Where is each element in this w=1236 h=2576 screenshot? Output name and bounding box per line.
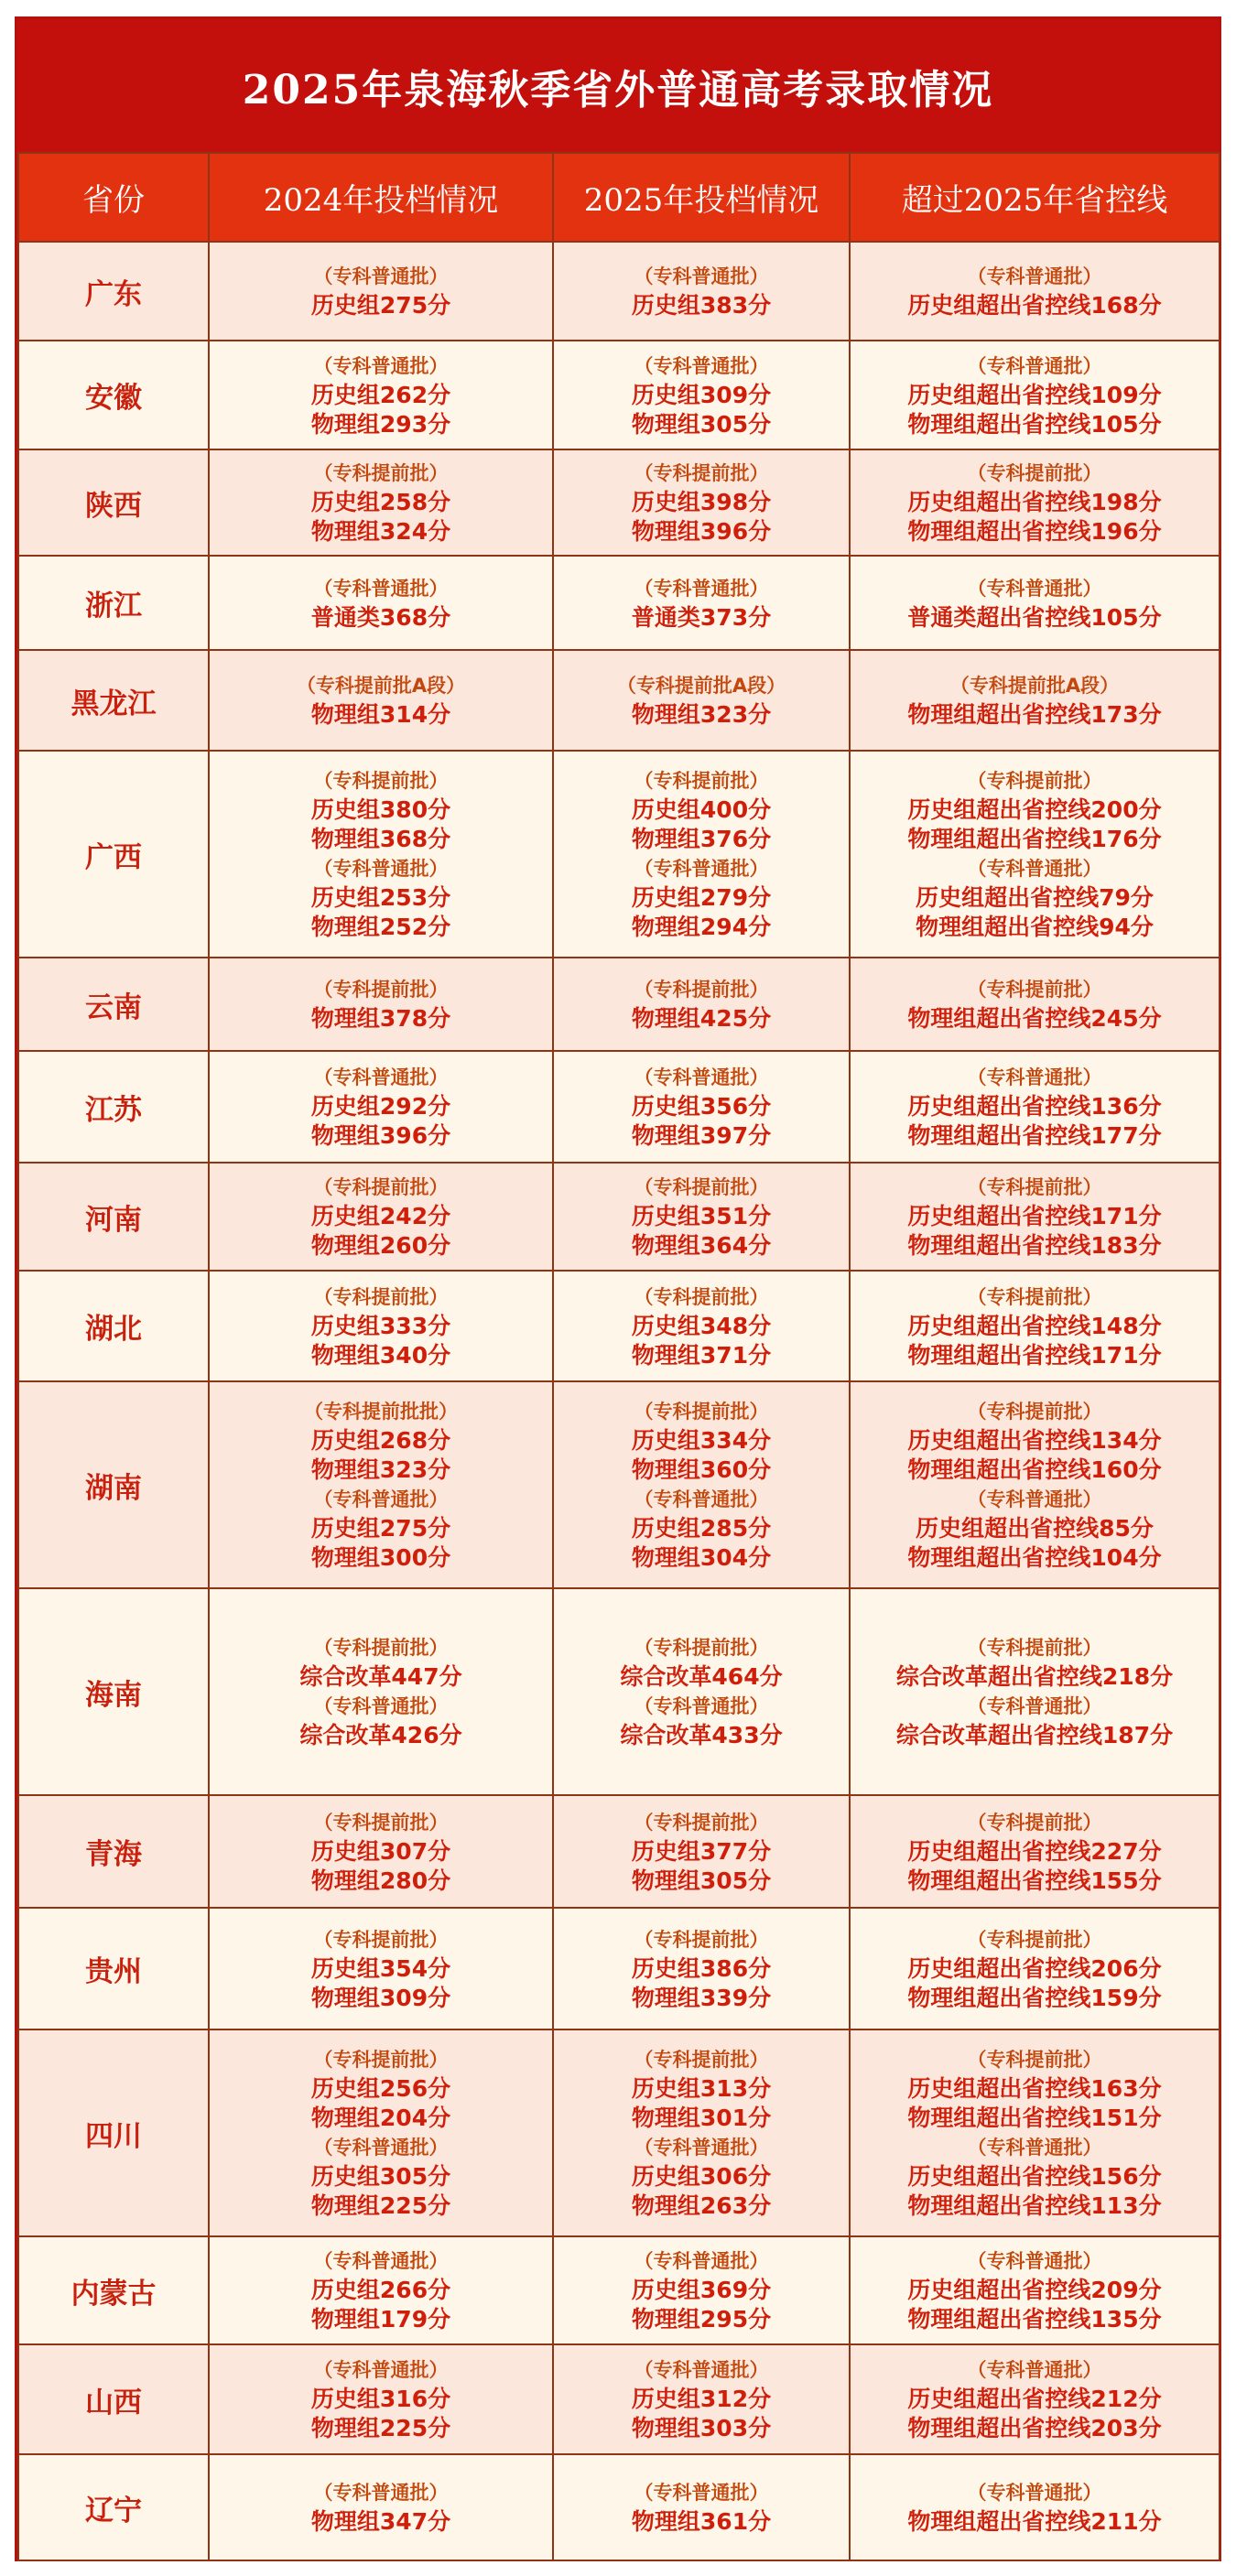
- score-line: 历史组253分: [310, 884, 451, 911]
- batch-label: （专科普通批）: [313, 577, 449, 600]
- batch-label: （专科普通批）: [313, 2482, 449, 2504]
- score-line: 物理组超出省控线135分: [907, 2306, 1162, 2332]
- batch-label: （专科提前批A段）: [949, 675, 1120, 697]
- score-line: 物理组超出省控线160分: [907, 1456, 1162, 1483]
- over-line-cell: [850, 341, 1220, 449]
- province-name: 海南: [85, 1678, 142, 1712]
- score-line: 历史组超出省控线209分: [907, 2277, 1162, 2303]
- header-province: 省份: [18, 153, 209, 242]
- score-line: 物理组304分: [631, 1544, 772, 1571]
- province-cell: [18, 242, 209, 341]
- score-line: 综合改革447分: [299, 1663, 462, 1690]
- score-line: 历史组超出省控线171分: [907, 1203, 1162, 1229]
- batch-label: （专科普通批）: [634, 2359, 769, 2381]
- score-2024-cell: [209, 2029, 553, 2236]
- score-line: 历史组351分: [631, 1203, 772, 1229]
- over-line-cell: [850, 1271, 1220, 1381]
- score-2025-cell: [553, 751, 850, 958]
- score-line: 物理组368分: [310, 826, 451, 852]
- score-line: 物理组340分: [310, 1341, 451, 1369]
- score-2024-cell: [209, 556, 553, 650]
- score-line: 物理组超出省控线113分: [907, 2192, 1162, 2219]
- table-row: [18, 1381, 1220, 1588]
- province-name: 陕西: [85, 489, 142, 523]
- batch-label: （专科提前批）: [313, 1637, 449, 1659]
- score-line: 物理组396分: [310, 1122, 451, 1149]
- score-line: 历史组377分: [631, 1837, 772, 1865]
- score-line: 物理组225分: [310, 2415, 451, 2441]
- province-name: 安徽: [85, 382, 142, 415]
- score-line: 物理组397分: [631, 1122, 772, 1149]
- province-cell: [18, 556, 209, 650]
- score-line: 物理组360分: [631, 1456, 772, 1483]
- batch-label: （专科普通批）: [634, 265, 769, 287]
- province-name: 湖北: [85, 1313, 142, 1346]
- batch-label: （专科普通批）: [634, 2482, 769, 2504]
- score-2025-cell: [553, 1795, 850, 1908]
- batch-label: （专科普通批）: [634, 858, 769, 880]
- batch-label: （专科提前批）: [634, 1176, 769, 1198]
- province-name: 广西: [85, 840, 142, 874]
- table-row: [18, 242, 1220, 341]
- score-line: 物理组339分: [631, 1984, 772, 2011]
- score-2024-cell: [209, 1795, 553, 1908]
- score-line: 物理组305分: [631, 1867, 772, 1894]
- batch-label: （专科普通批）: [967, 2250, 1102, 2272]
- score-line: 综合改革433分: [620, 1722, 783, 1748]
- province-cell: [18, 341, 209, 449]
- table-row: [18, 449, 1220, 556]
- score-line: 物理组396分: [631, 518, 772, 545]
- score-2025-cell: [553, 1588, 850, 1795]
- batch-label: （专科提前批）: [967, 1928, 1102, 1951]
- score-line: 历史组334分: [631, 1427, 772, 1454]
- batch-label: （专科提前批）: [967, 1401, 1102, 1423]
- province-cell: [18, 1271, 209, 1381]
- over-line-cell: [850, 2344, 1220, 2454]
- batch-label: （专科普通批）: [967, 577, 1102, 600]
- score-line: 物理组323分: [310, 1456, 451, 1483]
- province-name: 贵州: [85, 1955, 142, 1988]
- score-2024-cell: [209, 2344, 553, 2454]
- batch-label: （专科普通批）: [313, 2137, 449, 2159]
- batch-label: （专科提前批）: [634, 1928, 769, 1951]
- province-name: 云南: [85, 990, 142, 1024]
- score-line: 历史组超出省控线227分: [907, 1837, 1162, 1865]
- province-name: 江苏: [85, 1093, 142, 1127]
- batch-label: （专科普通批）: [313, 2359, 449, 2381]
- score-line: 物理组超出省控线173分: [907, 701, 1162, 728]
- batch-label: （专科提前批）: [967, 1637, 1102, 1659]
- score-2025-cell: [553, 1163, 850, 1271]
- score-line: 物理组超出省控线245分: [907, 1005, 1162, 1032]
- batch-label: （专科普通批）: [634, 1695, 769, 1717]
- batch-label: （专科提前批）: [634, 1811, 769, 1834]
- province-cell: [18, 2236, 209, 2344]
- batch-label: （专科提前批）: [313, 1928, 449, 1951]
- over-line-cell: [850, 449, 1220, 556]
- score-2024-cell: [209, 1051, 553, 1163]
- score-line: 历史组超出省控线148分: [907, 1312, 1162, 1339]
- batch-label: （专科提前批）: [313, 462, 449, 484]
- score-2025-cell: [553, 1051, 850, 1163]
- score-line: 历史组超出省控线168分: [907, 292, 1162, 319]
- batch-label: （专科普通批）: [313, 1695, 449, 1717]
- score-2024-cell: [209, 958, 553, 1051]
- score-2025-cell: [553, 556, 850, 650]
- score-line: 物理组378分: [310, 1005, 451, 1032]
- score-line: 物理组324分: [310, 518, 451, 545]
- score-line: 物理组超出省控线105分: [907, 410, 1162, 438]
- score-line: 物理组361分: [631, 2508, 772, 2535]
- score-2024-cell: [209, 449, 553, 556]
- score-2025-cell: [553, 2029, 850, 2236]
- score-line: 物理组超出省控线177分: [907, 1122, 1162, 1149]
- table-row: [18, 556, 1220, 650]
- table-row: [18, 650, 1220, 751]
- score-2025-cell: [553, 449, 850, 556]
- batch-label: （专科提前批）: [634, 1401, 769, 1423]
- score-line: 物理组超出省控线183分: [907, 1232, 1162, 1259]
- batch-label: （专科普通批）: [967, 354, 1102, 377]
- batch-label: （专科提前批）: [967, 1176, 1102, 1198]
- batch-label: （专科普通批）: [634, 1488, 769, 1510]
- header-2025: 2025年投档情况: [553, 153, 850, 242]
- batch-label: （专科提前批）: [634, 1285, 769, 1308]
- score-line: 历史组398分: [631, 489, 772, 515]
- score-line: 综合改革426分: [299, 1722, 462, 1748]
- score-line: 历史组超出省控线109分: [907, 381, 1162, 408]
- over-line-cell: [850, 1381, 1220, 1588]
- score-2024-cell: [209, 242, 553, 341]
- batch-label: （专科提前批）: [634, 1637, 769, 1659]
- province-cell: [18, 1051, 209, 1163]
- batch-label: （专科提前批）: [634, 770, 769, 792]
- score-line: 普通类373分: [631, 603, 772, 631]
- batch-label: （专科提前批）: [967, 462, 1102, 484]
- table-row: [18, 2454, 1220, 2560]
- score-line: 物理组超出省控线159分: [907, 1984, 1162, 2011]
- score-line: 物理组204分: [310, 2105, 451, 2131]
- province-name: 河南: [85, 1203, 142, 1237]
- score-line: 历史组超出省控线79分: [916, 884, 1154, 911]
- batch-label: （专科普通批）: [313, 1066, 449, 1088]
- batch-label: （专科普通批）: [967, 2137, 1102, 2159]
- score-2025-cell: [553, 1381, 850, 1588]
- over-line-cell: [850, 751, 1220, 958]
- province-name: 内蒙古: [70, 2277, 157, 2311]
- table-row: [18, 1795, 1220, 1908]
- score-2025-cell: [553, 2236, 850, 2344]
- score-2025-cell: [553, 2344, 850, 2454]
- score-line: 物理组超出省控线211分: [907, 2508, 1162, 2535]
- score-2024-cell: [209, 751, 553, 958]
- batch-label: （专科提前批）: [634, 979, 769, 1001]
- score-2024-cell: [209, 1271, 553, 1381]
- province-cell: [18, 1795, 209, 1908]
- province-cell: [18, 2454, 209, 2560]
- province-cell: [18, 958, 209, 1051]
- over-line-cell: [850, 650, 1220, 751]
- table-body: [18, 242, 1220, 2560]
- table-row: [18, 2344, 1220, 2454]
- score-line: 历史组超出省控线212分: [907, 2386, 1162, 2412]
- batch-label: （专科提前批）: [967, 979, 1102, 1001]
- score-line: 历史组316分: [310, 2386, 451, 2412]
- score-line: 历史组313分: [631, 2075, 772, 2102]
- batch-label: （专科普通批）: [313, 354, 449, 377]
- score-line: 历史组262分: [310, 381, 451, 408]
- score-line: 历史组285分: [631, 1515, 772, 1542]
- batch-label: （专科提前批批）: [304, 1401, 458, 1423]
- batch-label: （专科普通批）: [967, 2359, 1102, 2381]
- admission-table: [17, 152, 1220, 2561]
- score-2024-cell: [209, 2236, 553, 2344]
- score-line: 历史组369分: [631, 2277, 772, 2303]
- score-line: 物理组252分: [310, 914, 451, 940]
- table-header-row: [18, 153, 1220, 242]
- batch-label: （专科提前批）: [313, 1285, 449, 1308]
- batch-label: （专科普通批）: [313, 2250, 449, 2272]
- batch-label: （专科提前批）: [967, 1285, 1102, 1308]
- batch-label: （专科提前批）: [967, 770, 1102, 792]
- province-cell: [18, 1588, 209, 1795]
- batch-label: （专科提前批）: [967, 2049, 1102, 2071]
- score-line: 物理组超出省控线155分: [907, 1867, 1162, 1894]
- over-line-cell: [850, 1051, 1220, 1163]
- province-name: 山西: [85, 2386, 142, 2419]
- score-2025-cell: [553, 650, 850, 751]
- province-cell: [18, 1908, 209, 2029]
- over-line-cell: [850, 1163, 1220, 1271]
- batch-label: （专科普通批）: [634, 354, 769, 377]
- batch-label: （专科普通批）: [634, 1066, 769, 1088]
- score-2024-cell: [209, 1588, 553, 1795]
- over-line-cell: [850, 958, 1220, 1051]
- score-line: 物理组294分: [631, 914, 772, 940]
- score-line: 历史组超出省控线136分: [907, 1093, 1162, 1120]
- table-row: [18, 1908, 1220, 2029]
- over-line-cell: [850, 242, 1220, 341]
- batch-label: （专科普通批）: [634, 2137, 769, 2159]
- score-2024-cell: [209, 1381, 553, 1588]
- batch-label: （专科普通批）: [967, 858, 1102, 880]
- table-row: [18, 1271, 1220, 1381]
- batch-label: （专科提前批）: [313, 2049, 449, 2071]
- score-line: 物理组376分: [631, 826, 772, 852]
- batch-label: （专科普通批）: [313, 265, 449, 287]
- batch-label: （专科提前批A段）: [616, 675, 786, 697]
- score-2024-cell: [209, 1908, 553, 2029]
- batch-label: （专科提前批）: [313, 1176, 449, 1198]
- score-line: 物理组305分: [631, 410, 772, 438]
- province-cell: [18, 751, 209, 958]
- batch-label: （专科普通批）: [967, 265, 1102, 287]
- score-line: 历史组256分: [310, 2075, 451, 2102]
- score-line: 物理组263分: [631, 2192, 772, 2219]
- score-line: 物理组347分: [310, 2508, 451, 2535]
- over-line-cell: [850, 1908, 1220, 2029]
- score-line: 历史组275分: [310, 292, 451, 319]
- score-line: 物理组超出省控线176分: [907, 826, 1162, 852]
- score-line: 综合改革超出省控线218分: [895, 1663, 1174, 1690]
- batch-label: （专科普通批）: [634, 2250, 769, 2272]
- score-line: 物理组295分: [631, 2306, 772, 2332]
- score-line: 物理组300分: [310, 1544, 451, 1571]
- score-line: 历史组306分: [631, 2163, 772, 2190]
- batch-label: （专科提前批）: [313, 1811, 449, 1834]
- table-row: [18, 1588, 1220, 1795]
- batch-label: （专科普通批）: [313, 1488, 449, 1510]
- score-line: 历史组超出省控线85分: [916, 1515, 1154, 1542]
- table-row: [18, 958, 1220, 1051]
- score-line: 历史组超出省控线206分: [907, 1954, 1162, 1982]
- score-line: 历史组386分: [631, 1954, 772, 1982]
- over-line-cell: [850, 2454, 1220, 2560]
- province-cell: [18, 2029, 209, 2236]
- score-line: 历史组超出省控线163分: [907, 2075, 1162, 2102]
- score-line: 历史组312分: [631, 2386, 772, 2412]
- score-line: 历史组超出省控线134分: [907, 1427, 1162, 1454]
- score-2024-cell: [209, 2454, 553, 2560]
- score-2025-cell: [553, 2454, 850, 2560]
- batch-label: （专科提前批）: [313, 979, 449, 1001]
- batch-label: （专科普通批）: [967, 2482, 1102, 2504]
- score-line: 综合改革超出省控线187分: [895, 1722, 1174, 1748]
- over-line-cell: [850, 1795, 1220, 1908]
- score-line: 历史组266分: [310, 2277, 451, 2303]
- score-line: 物理组179分: [310, 2306, 451, 2332]
- score-line: 历史组383分: [631, 292, 772, 319]
- province-cell: [18, 650, 209, 751]
- table-row: [18, 2029, 1220, 2236]
- province-name: 湖南: [85, 1471, 142, 1505]
- score-line: 历史组356分: [631, 1093, 772, 1120]
- score-line: 物理组超出省控线203分: [907, 2415, 1162, 2441]
- score-line: 物理组225分: [310, 2192, 451, 2219]
- table-row: [18, 1163, 1220, 1271]
- province-name: 青海: [85, 1838, 142, 1871]
- score-line: 历史组279分: [631, 884, 772, 911]
- score-line: 物理组260分: [310, 1232, 451, 1259]
- batch-label: （专科普通批）: [967, 1066, 1102, 1088]
- score-line: 物理组314分: [310, 701, 451, 728]
- score-line: 历史组354分: [310, 1954, 451, 1982]
- over-line-cell: [850, 2236, 1220, 2344]
- score-line: 历史组258分: [310, 489, 451, 515]
- batch-label: （专科提前批A段）: [296, 675, 466, 697]
- score-line: 物理组425分: [631, 1005, 772, 1032]
- score-line: 历史组超出省控线156分: [907, 2163, 1162, 2190]
- header-2024: 2024年投档情况: [209, 153, 553, 242]
- batch-label: （专科普通批）: [634, 577, 769, 600]
- score-2025-cell: [553, 958, 850, 1051]
- score-line: 物理组364分: [631, 1232, 772, 1259]
- province-name: 四川: [85, 2119, 142, 2153]
- table-row: [18, 2236, 1220, 2344]
- score-line: 历史组超出省控线198分: [907, 489, 1162, 515]
- score-line: 物理组超出省控线94分: [916, 914, 1154, 940]
- score-line: 历史组400分: [631, 796, 772, 823]
- batch-label: （专科提前批）: [634, 2049, 769, 2071]
- batch-label: （专科普通批）: [967, 1695, 1102, 1717]
- over-line-cell: [850, 1588, 1220, 1795]
- score-2025-cell: [553, 242, 850, 341]
- score-line: 物理组超出省控线171分: [907, 1341, 1162, 1369]
- score-line: 物理组超出省控线151分: [907, 2105, 1162, 2131]
- table-row: [18, 751, 1220, 958]
- page-title: 2025年泉海秋季省外普通高考录取情况: [17, 19, 1219, 152]
- score-2025-cell: [553, 1271, 850, 1381]
- batch-label: （专科提前批）: [634, 462, 769, 484]
- header-over-line: 超过2025年省控线: [850, 153, 1220, 242]
- score-line: 历史组242分: [310, 1203, 451, 1229]
- score-line: 物理组超出省控线104分: [907, 1544, 1162, 1571]
- batch-label: （专科提前批）: [313, 770, 449, 792]
- score-line: 历史组307分: [310, 1837, 451, 1865]
- score-line: 物理组303分: [631, 2415, 772, 2441]
- over-line-cell: [850, 556, 1220, 650]
- score-2025-cell: [553, 341, 850, 449]
- province-cell: [18, 1381, 209, 1588]
- score-line: 物理组309分: [310, 1984, 451, 2011]
- batch-label: （专科普通批）: [313, 858, 449, 880]
- score-line: 物理组293分: [310, 410, 451, 438]
- score-line: 历史组309分: [631, 381, 772, 408]
- over-line-cell: [850, 2029, 1220, 2236]
- score-line: 综合改革464分: [620, 1663, 783, 1690]
- batch-label: （专科提前批）: [967, 1811, 1102, 1834]
- score-2025-cell: [553, 1908, 850, 2029]
- score-line: 物理组301分: [631, 2105, 772, 2131]
- score-line: 历史组333分: [310, 1312, 451, 1339]
- score-line: 历史组超出省控线200分: [907, 796, 1162, 823]
- province-cell: [18, 449, 209, 556]
- score-line: 历史组380分: [310, 796, 451, 823]
- score-2024-cell: [209, 650, 553, 751]
- admission-table-frame: [15, 16, 1221, 2561]
- batch-label: （专科普通批）: [967, 1488, 1102, 1510]
- score-2024-cell: [209, 1163, 553, 1271]
- score-line: 普通类368分: [310, 603, 451, 631]
- province-cell: [18, 2344, 209, 2454]
- score-2024-cell: [209, 341, 553, 449]
- score-line: 历史组275分: [310, 1515, 451, 1542]
- score-line: 物理组323分: [631, 701, 772, 728]
- province-name: 浙江: [85, 590, 142, 622]
- score-line: 物理组280分: [310, 1867, 451, 1894]
- score-line: 历史组268分: [310, 1427, 451, 1454]
- score-line: 历史组305分: [310, 2163, 451, 2190]
- score-line: 物理组超出省控线196分: [907, 518, 1162, 545]
- score-line: 历史组292分: [310, 1093, 451, 1120]
- score-line: 普通类超出省控线105分: [907, 603, 1162, 631]
- score-line: 历史组348分: [631, 1312, 772, 1339]
- province-name: 辽宁: [85, 2494, 142, 2527]
- table-row: [18, 341, 1220, 449]
- table-row: [18, 1051, 1220, 1163]
- province-cell: [18, 1163, 209, 1271]
- province-name: 黑龙江: [70, 687, 157, 720]
- province-name: 广东: [85, 277, 142, 311]
- score-line: 物理组371分: [631, 1341, 772, 1369]
